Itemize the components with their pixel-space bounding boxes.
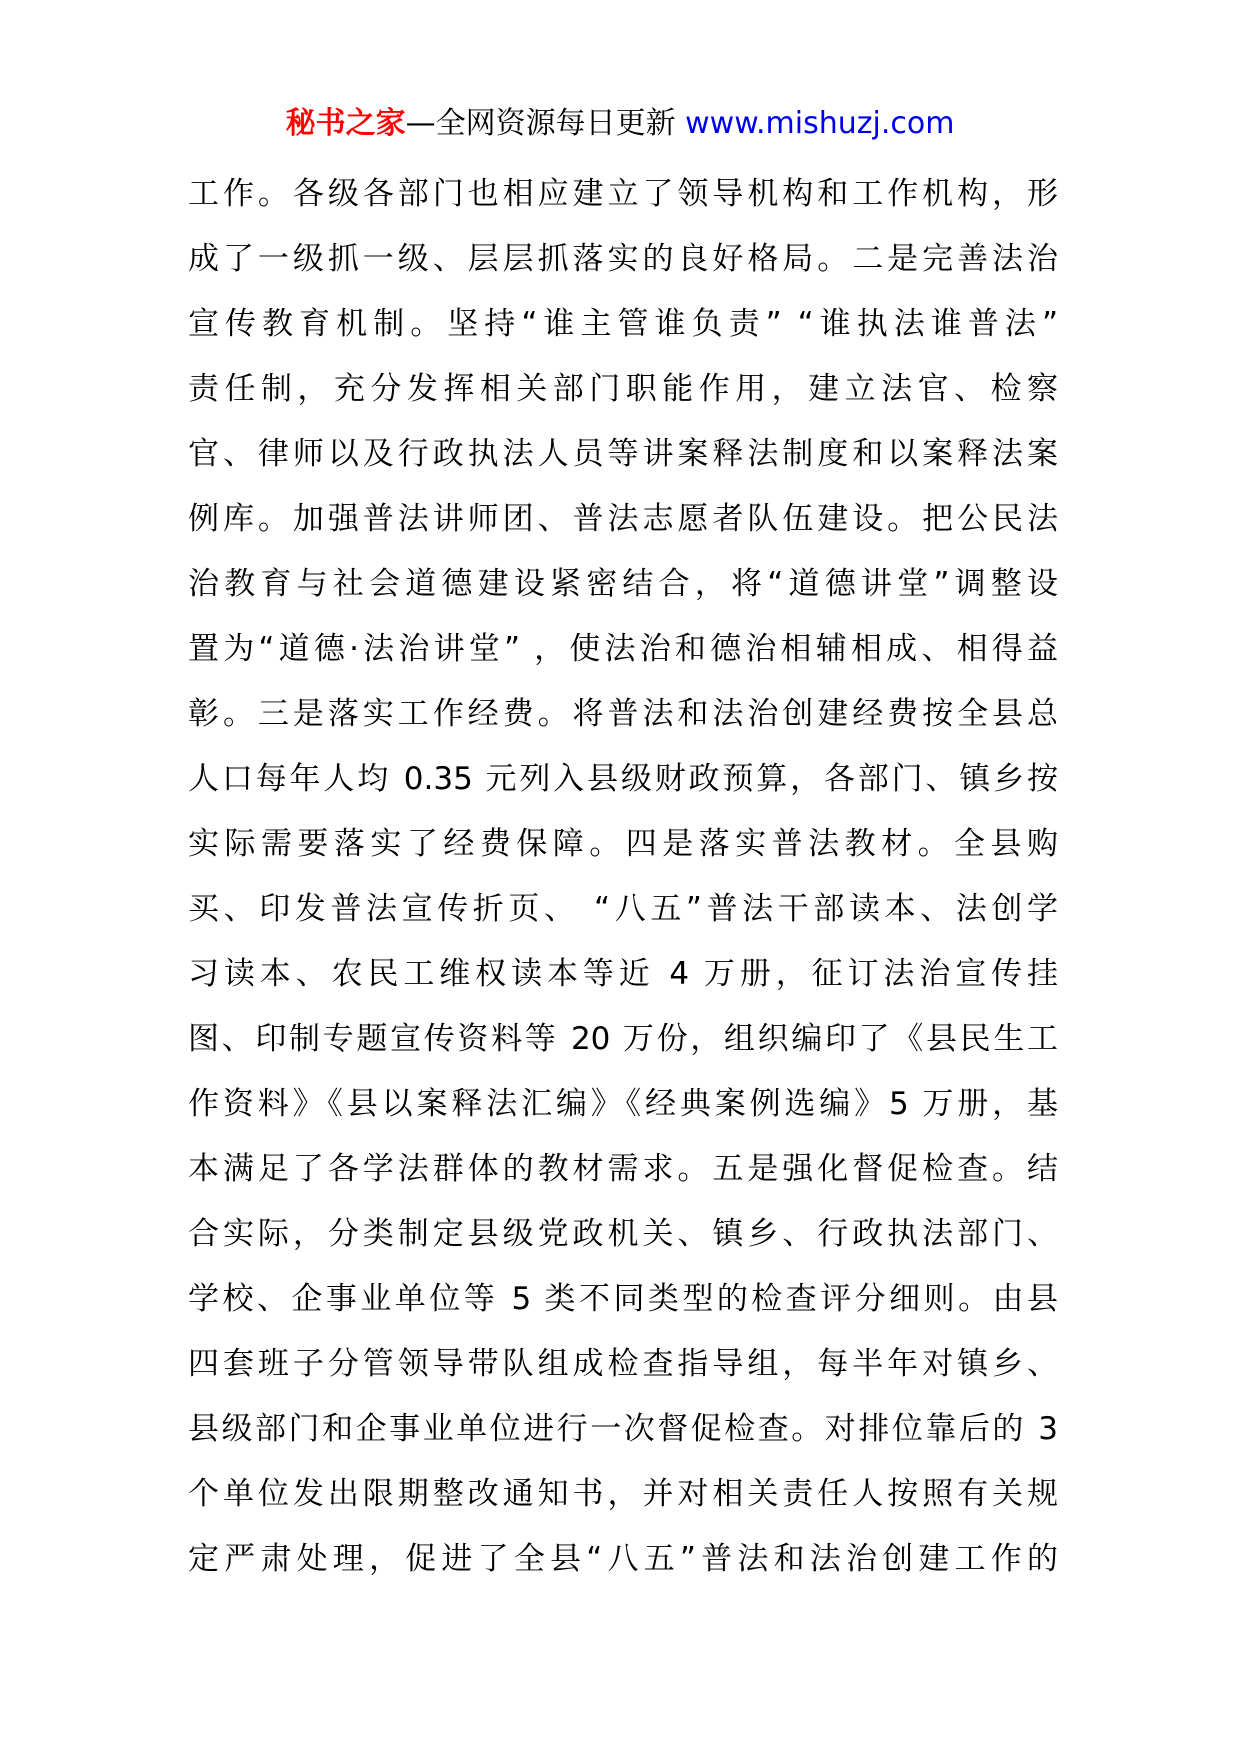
page-header [0,100,1240,148]
body-line: 作资料》《县以案释法汇编》《经典案例选编》5 万册，基 [188,1086,1058,1122]
body-line: 合实际，分类制定县级党政机关、镇乡、行政执法部门、 [188,1216,1058,1252]
body-line: 成了一级抓一级、层层抓落实的良好格局。二是完善法治 [188,241,1058,277]
body-line: 实际需要落实了经费保障。四是落实普法教材。全县购 [188,826,1058,862]
body-line: 四套班子分管领导带队组成检查指导组，每半年对镇乡、 [188,1346,1058,1382]
body-line: 人口每年人均 0.35 元列入县级财政预算，各部门、镇乡按 [188,761,1058,797]
body-line: 习读本、农民工维权读本等近 4 万册，征订法治宣传挂 [188,956,1058,992]
body-line: 彰。三是落实工作经费。将普法和法治创建经费按全县总 [188,696,1058,732]
body-line: 本满足了各学法群体的教材需求。五是强化督促检查。结 [188,1151,1058,1187]
body-line: 责任制，充分发挥相关部门职能作用，建立法官、检察 [188,371,1058,407]
body-line: 学校、企事业单位等 5 类不同类型的检查评分细则。由县 [188,1281,1058,1317]
body-line: 图、印制专题宣传资料等 20 万份，组织编印了《县民生工 [188,1021,1058,1057]
body-line: 宣传教育机制。坚持“谁主管谁负责” “谁执法谁普法” [188,306,1058,342]
header-tagline: —全网资源每日更新 [405,106,676,141]
body-line: 买、印发普法宣传折页、 “八五”普法干部读本、法创学 [188,891,1058,927]
body-line: 定严肃处理，促进了全县“八五”普法和法治创建工作的 [188,1541,1058,1577]
body-line: 个单位发出限期整改通知书，并对相关责任人按照有关规 [188,1476,1058,1512]
body-line: 治教育与社会道德建设紧密结合，将“道德讲堂”调整设 [188,566,1058,602]
body-line: 官、律师以及行政执法人员等讲案释法制度和以案释法案 [188,436,1058,472]
body-line: 例库。加强普法讲师团、普法志愿者队伍建设。把公民法 [188,501,1058,537]
site-url-link[interactable]: www.mishuzj.com [685,106,955,141]
document-body [188,162,1058,1592]
body-line: 县级部门和企事业单位进行一次督促检查。对排位靠后的 3 [188,1411,1058,1447]
body-line: 工作。各级各部门也相应建立了领导机构和工作机构，形 [188,176,1058,212]
body-line: 置为“道德·法治讲堂” ，使法治和德治相辅相成、相得益 [188,631,1058,667]
brand-name: 秘书之家 [285,106,406,141]
